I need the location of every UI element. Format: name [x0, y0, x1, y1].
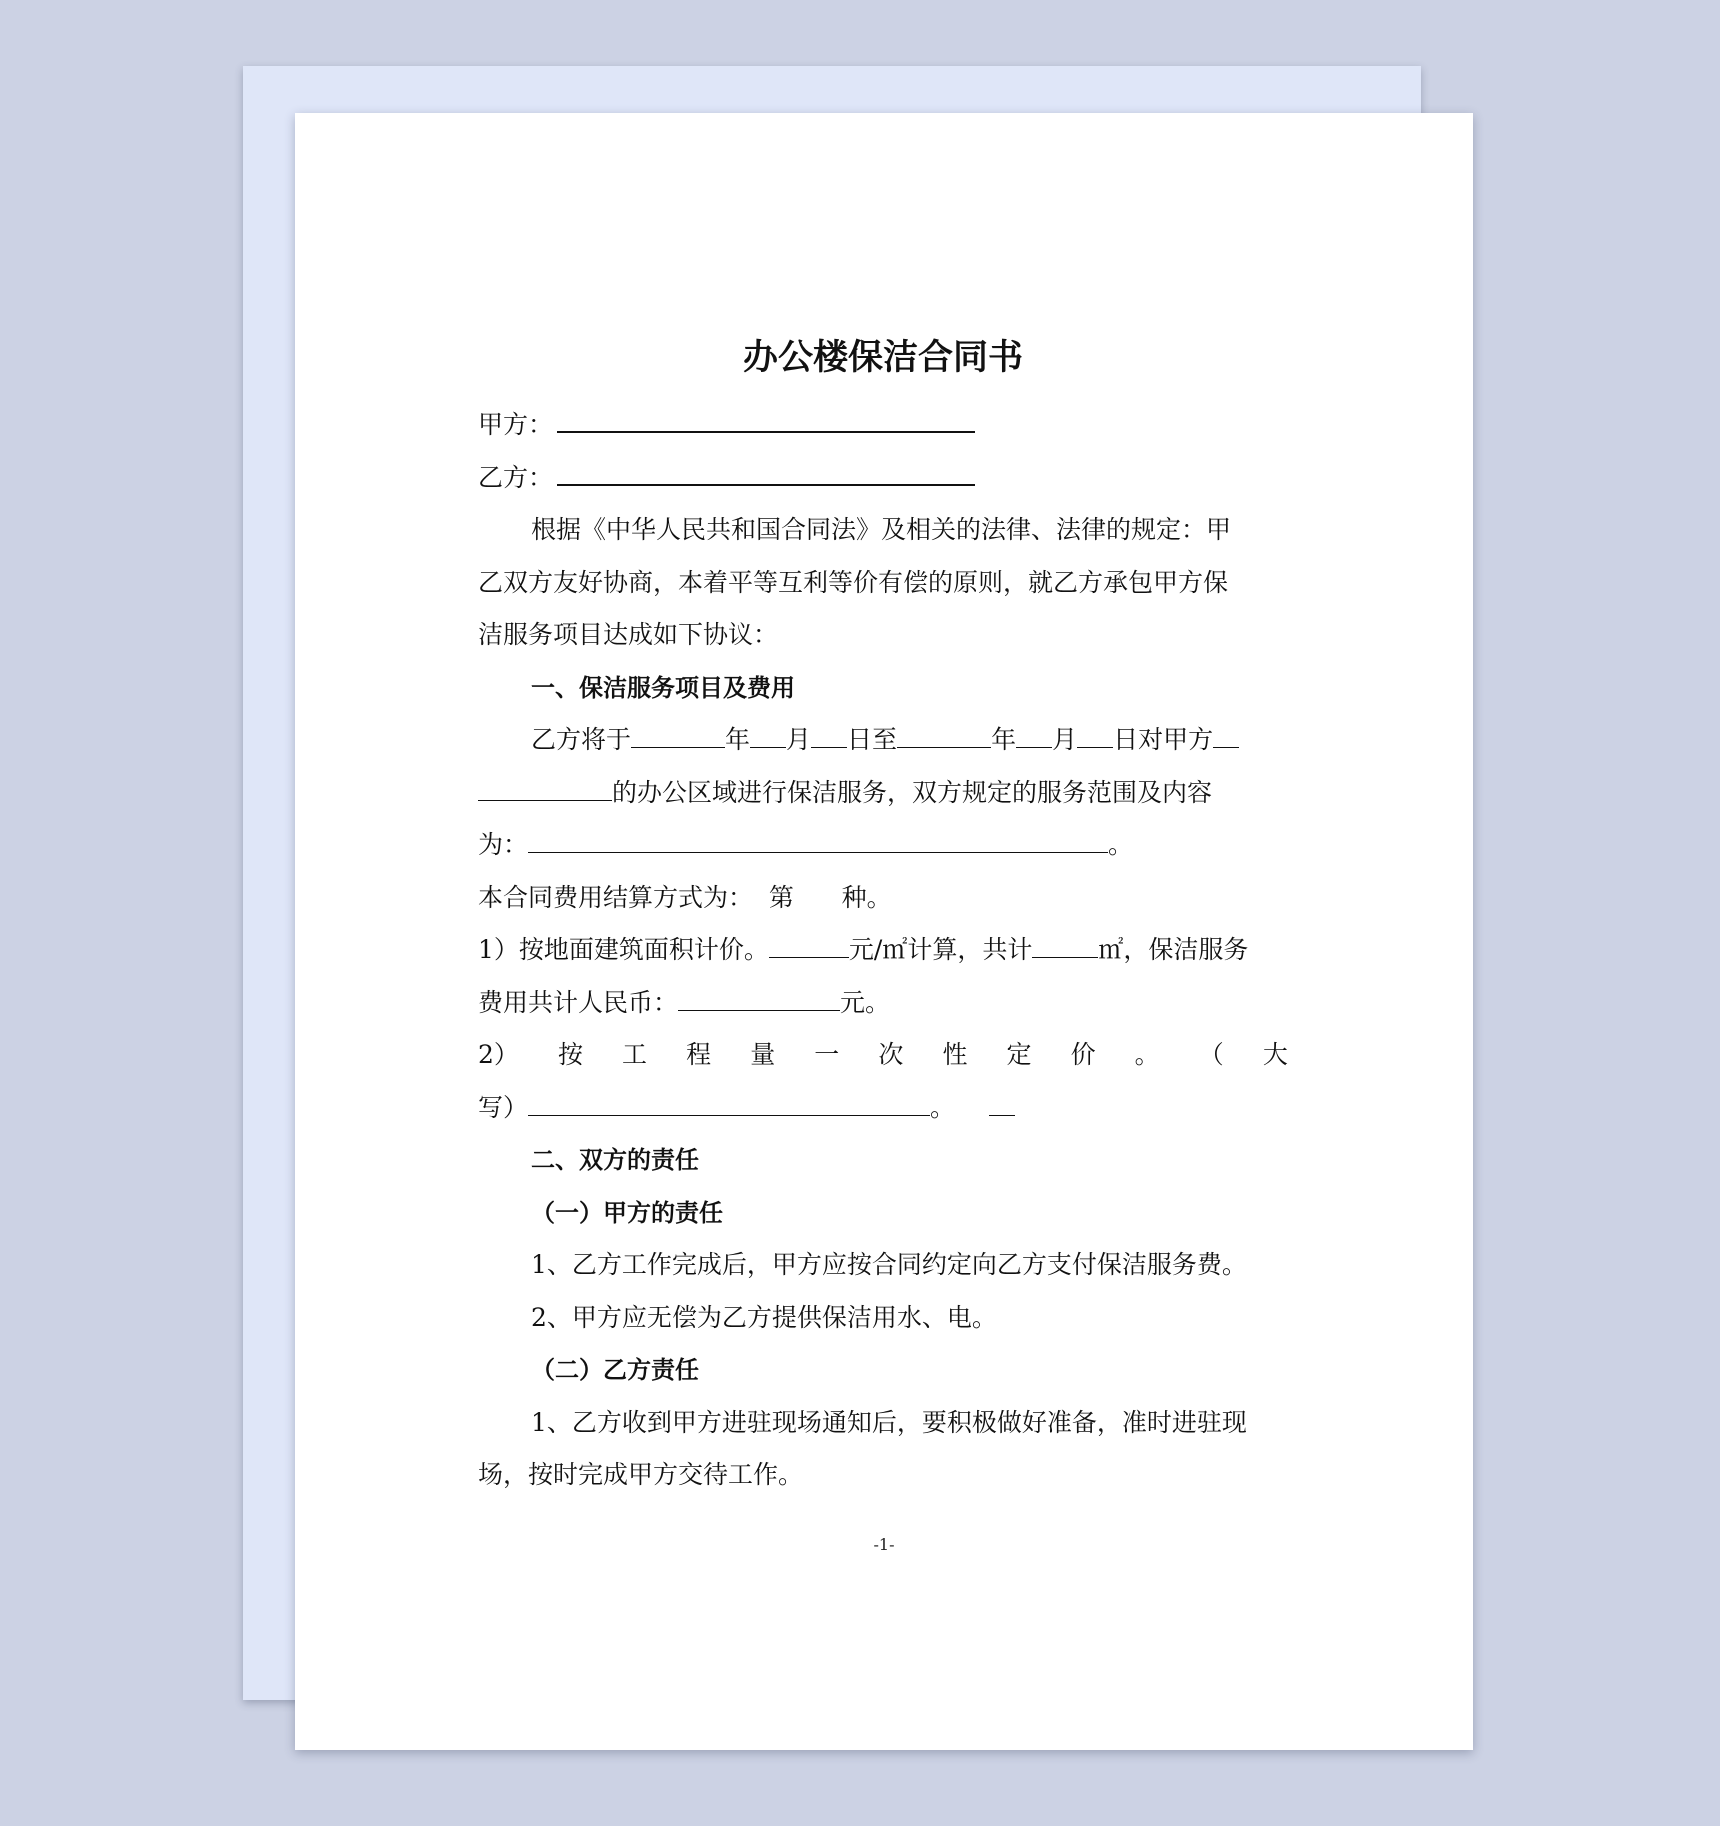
start-month-blank [750, 725, 786, 748]
unit-price-blank [769, 935, 849, 958]
area-text: 的办公区域进行保洁服务，双方规定的服务范围及内容 [612, 777, 1213, 807]
end-day-blank [1077, 725, 1113, 748]
party-b-blank [557, 462, 975, 486]
option2-char: 工 [622, 1040, 648, 1069]
party-a-blank [557, 409, 975, 433]
document-body [478, 323, 1288, 1502]
party-b-label: 乙方： [478, 462, 554, 492]
area-total-blank [1032, 935, 1098, 958]
party-a-duties-heading: （一）甲方的责任 [531, 1198, 723, 1227]
trailing-blank [989, 1093, 1015, 1116]
intro-text-2: 乙双方友好协商，本着平等互利等价有偿的原则，就乙方承包甲方保 [478, 567, 1229, 597]
intro-text-3: 洁服务项目达成如下协议： [478, 620, 779, 649]
intro-line-2 [478, 557, 1288, 610]
section1-heading: 一、保洁服务项目及费用 [531, 673, 795, 702]
term-text-7: 日对甲方 [1113, 725, 1214, 754]
option2-char: 。 [1134, 1040, 1160, 1069]
option2-char: 性 [942, 1040, 968, 1069]
option1-text-c: ㎡，保洁服务 [1098, 935, 1249, 964]
term-text-2: 年 [725, 725, 751, 754]
term-text-1: 乙方将于 [531, 725, 632, 754]
party-a-duty-1: 1、乙方工作完成后，甲方应按合同约定向乙方支付保洁服务费。 [531, 1250, 1247, 1279]
intro-line-3 [478, 609, 1288, 662]
option2-char: 一 [814, 1040, 840, 1069]
area-name-blank [478, 778, 612, 801]
scope-line [478, 819, 1288, 872]
party-a-name-blank [1213, 725, 1239, 748]
term-text-3: 月 [786, 725, 812, 754]
term-text-6: 月 [1052, 725, 1078, 754]
option2-char: 大 [1262, 1040, 1288, 1069]
amount-words-blank [528, 1093, 930, 1116]
option2-end: 。 [930, 1092, 956, 1122]
settlement-line: 本合同费用结算方式为： 第 种。 [478, 882, 892, 912]
option2-char: 按 [557, 1040, 583, 1069]
party-a-line [478, 399, 1288, 452]
document-title: 办公楼保洁合同书 [742, 338, 1023, 378]
party-b-line [478, 452, 1288, 505]
option2-char: （ [1198, 1040, 1224, 1069]
party-b-duties-heading: （二）乙方责任 [531, 1356, 699, 1384]
area-line [478, 767, 1288, 820]
option2-char: 量 [750, 1040, 776, 1069]
party-a-duty-2: 2、甲方应无偿为乙方提供保洁用水、电。 [531, 1302, 997, 1332]
start-year-blank [631, 725, 725, 748]
option2-char: 次 [878, 1040, 904, 1069]
scope-blank [528, 830, 1108, 853]
option1-line-1 [478, 924, 1288, 977]
option1-text-e: 元。 [840, 987, 891, 1017]
section2-heading: 二、双方的责任 [531, 1146, 699, 1174]
fee-total-blank [678, 988, 840, 1011]
option2-char: 价 [1070, 1040, 1096, 1069]
start-day-blank [811, 725, 847, 748]
end-year-blank [897, 725, 991, 748]
option2-cont: 写） [478, 1092, 529, 1122]
page-number: -1- [873, 1535, 895, 1554]
party-b-duty-1 [478, 1397, 1288, 1450]
option1-line-2 [478, 977, 1288, 1030]
option1-text-b: 元/㎡计算，共计 [848, 935, 1033, 964]
term-text-5: 年 [991, 725, 1017, 754]
option1-text-d: 费用共计人民币： [478, 987, 679, 1017]
option2-line-2 [478, 1082, 1288, 1135]
party-b-duty-1-cont: 场，按时完成甲方交待工作。 [478, 1460, 804, 1489]
option2-char: 2） [478, 1040, 519, 1069]
option2-line-1 [478, 1029, 1288, 1082]
intro-line-1 [478, 504, 1288, 557]
term-line [478, 714, 1288, 767]
scope-label: 为： [478, 830, 529, 859]
end-month-blank [1016, 725, 1052, 748]
option1-text-a: 1）按地面建筑面积计价。 [478, 935, 769, 964]
scope-end: 。 [1108, 830, 1134, 859]
term-text-4: 日至 [847, 725, 898, 754]
party-a-label: 甲方： [478, 410, 554, 439]
party-b-duty-1-text: 1、乙方收到甲方进驻现场通知后，要积极做好准备，准时进驻现 [531, 1407, 1247, 1437]
option2-char: 定 [1006, 1040, 1032, 1069]
option2-char: 程 [686, 1040, 712, 1069]
document-page [295, 113, 1473, 1750]
intro-text-1: 根据《中华人民共和国合同法》及相关的法律、法律的规定：甲 [531, 515, 1232, 544]
